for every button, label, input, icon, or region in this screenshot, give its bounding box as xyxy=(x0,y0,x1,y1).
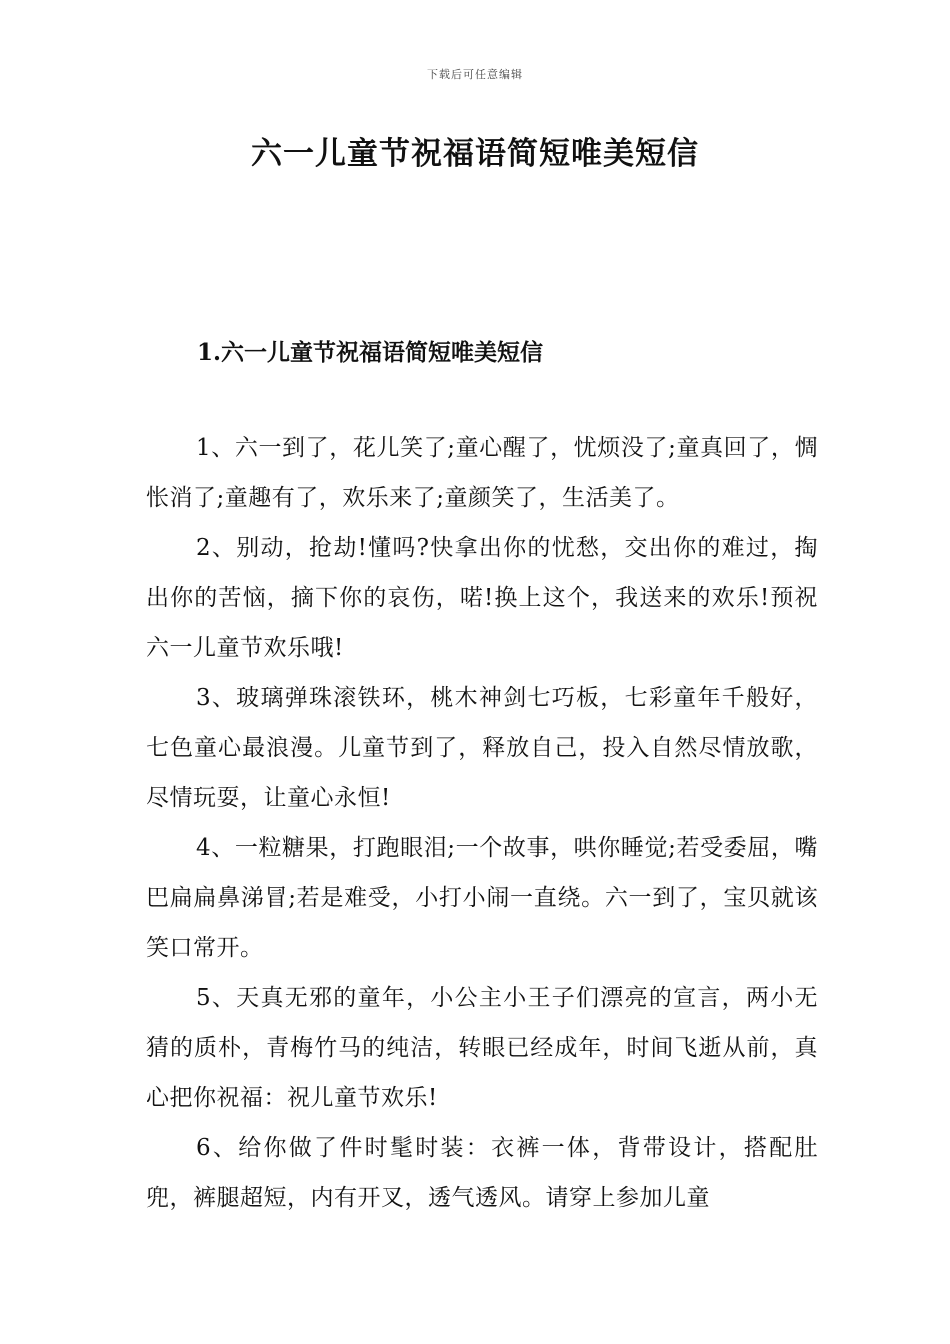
paragraph-3: 3、玻璃弹珠滚铁环，桃木神剑七巧板，七彩童年千般好，七色童心最浪漫。儿童节到了，释放自己，投入自然尽情放歌，尽情玩耍，让童心永恒! xyxy=(146,685,818,811)
paragraph-1: 1、六一到了，花儿笑了;童心醒了，忧烦没了;童真回了，惆怅消了;童趣有了，欢乐来了;童颜笑了，生活美了。 xyxy=(146,435,818,511)
body-text xyxy=(146,423,818,1223)
paragraph-5: 5、天真无邪的童年，小公主小王子们漂亮的宣言，两小无猜的质朴，青梅竹马的纯洁，转眼已经成年，时间飞逝从前，真心把你祝福：祝儿童节欢乐! xyxy=(146,985,818,1111)
paragraph-6: 6、给你做了件时髦时装：衣裤一体，背带设计，搭配肚兜，裤腿超短，内有开叉，透气透风。请穿上参加儿童 xyxy=(146,1135,818,1211)
section-heading: 1.六一儿童节祝福语简短唯美短信 xyxy=(197,339,544,366)
document-title: 六一儿童节祝福语简短唯美短信 xyxy=(251,136,699,172)
paragraph-2: 2、别动，抢劫!懂吗?快拿出你的忧愁，交出你的难过，掏出你的苦恼，摘下你的哀伤，喏!换上这个，我送来的欢乐!预祝六一儿童节欢乐哦! xyxy=(146,535,818,661)
paragraph-4: 4、一粒糖果，打跑眼泪;一个故事，哄你睡觉;若受委屈，嘴巴扁扁鼻涕冒;若是难受，小打小闹一直绕。六一到了，宝贝就该笑口常开。 xyxy=(146,835,818,961)
header-note: 下载后可任意编辑 xyxy=(427,68,523,81)
